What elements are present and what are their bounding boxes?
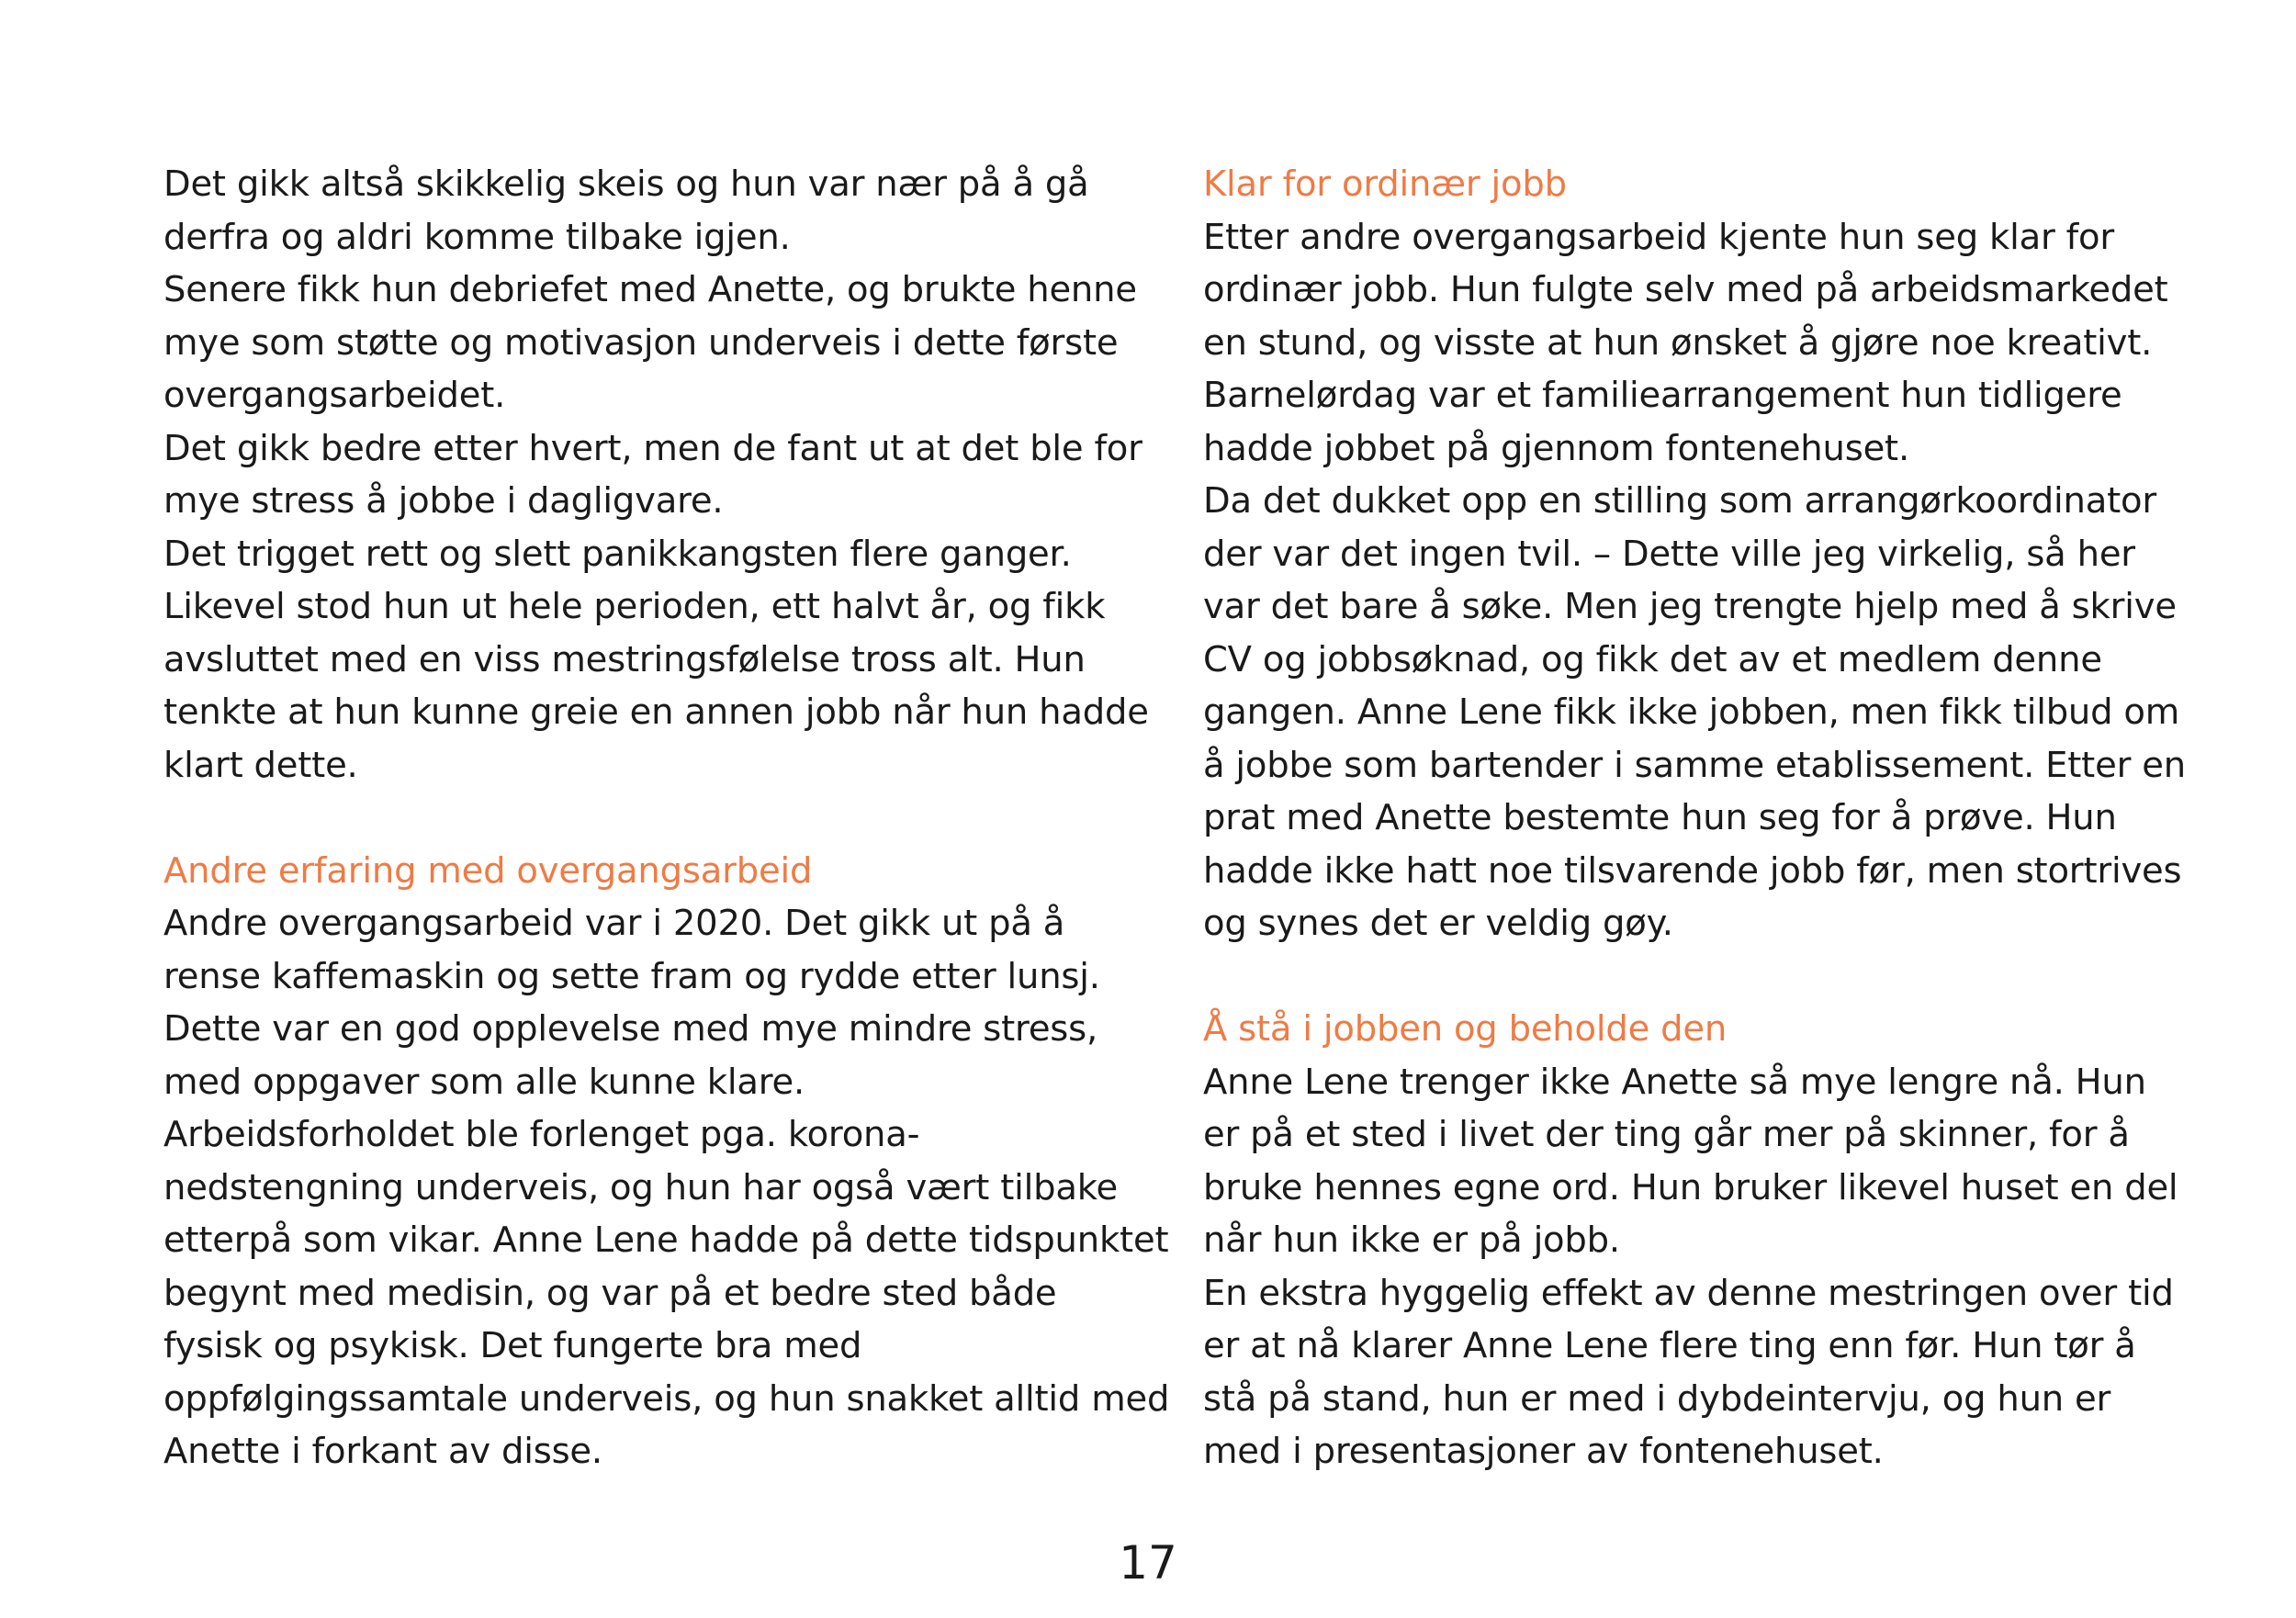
text-line: Anette i forkant av disse. [163, 1431, 602, 1472]
text-line: Da det dukket opp en stilling som arrangørkoordinator [1203, 480, 2156, 522]
text-line: mye stress å jobbe i dagligvare. [163, 480, 724, 522]
text-line: med oppgaver som alle kunne klare. [163, 1061, 805, 1103]
text-line: begynt med medisin, og var på et bedre sted både [163, 1272, 1057, 1314]
right-column [1203, 158, 2186, 1478]
text-line: Det gikk altså skikkelig skeis og hun var nær på å gå [163, 163, 1089, 205]
text-line: overgangsarbeidet. [163, 375, 506, 416]
text-line: prat med Anette bestemte hun seg for å prøve. Hun [1203, 797, 2117, 838]
text-line: nedstengning underveis, og hun har også vært tilbake [163, 1166, 1118, 1208]
text-line: Arbeidsforholdet ble forlenget pga. korona- [163, 1114, 920, 1155]
text-line: CV og jobbsøknad, og fikk det av et medlem denne [1203, 638, 2102, 680]
text-line: Andre overgangsarbeid var i 2020. Det gikk ut på å [163, 903, 1065, 944]
text-line: Likevel stod hun ut hele perioden, ett halvt år, og fikk [163, 586, 1106, 627]
text-line: Barnelørdag var et familiearrangement hun tidligere [1203, 375, 2122, 416]
section-heading: Å stå i jobben og beholde den [1203, 1008, 1728, 1050]
paragraph-gap [1203, 950, 2177, 1004]
section-heading: Andre erfaring med overgangsarbeid [163, 849, 813, 892]
text-line: bruke hennes egne ord. Hun bruker likevel huset en del [1203, 1166, 2178, 1208]
section-heading: Klar for ordinær jobb [1203, 163, 1567, 205]
text-line: er at nå klarer Anne Lene flere ting enn før. Hun tør å [1203, 1325, 2136, 1366]
left-column [163, 158, 1170, 1478]
paragraph-gap [163, 792, 1137, 845]
text-line: tenkte at hun kunne greie en annen jobb når hun hadde [163, 691, 1149, 733]
text-line: oppfølgingssamtale underveis, og hun snakket alltid med [163, 1377, 1170, 1420]
text-line: Det trigget rett og slett panikkangsten flere ganger. [163, 533, 1072, 575]
section-paragraph [1203, 211, 2186, 950]
text-line: stå på stand, hun er med i dybdeintervju, og hun er [1203, 1377, 2111, 1420]
text-line: hadde jobbet på gjennom fontenehuset. [1203, 427, 1909, 469]
page-number: 17 [1119, 1536, 1177, 1590]
text-line: klart dette. [163, 744, 358, 786]
text-line: mye som støtte og motivasjon underveis i dette første [163, 321, 1119, 364]
text-line: Det gikk bedre etter hvert, men de fant ut at det ble for [163, 427, 1142, 469]
text-line: fysisk og psykisk. Det fungerte bra med [163, 1325, 862, 1366]
text-line: der var det ingen tvil. – Dette ville jeg virkelig, så her [1203, 533, 2135, 575]
text-line: hadde ikke hatt noe tilsvarende jobb før, men stortrives [1203, 849, 2182, 892]
text-line: ordinær jobb. Hun fulgte selv med på arbeidsmarkedet [1203, 269, 2168, 310]
text-line: Etter andre overgangsarbeid kjente hun seg klar for [1203, 216, 2114, 258]
text-line: med i presentasjoner av fontenehuset. [1203, 1431, 1884, 1472]
text-line: er på et sted i livet der ting går mer på skinner, for å [1203, 1114, 2130, 1155]
text-line: og synes det er veldig gøy. [1203, 903, 1673, 944]
text-line: en stund, og visste at hun ønsket å gjøre noe kreativt. [1203, 321, 2153, 364]
section-paragraph [163, 897, 1170, 1478]
text-line: rense kaffemaskin og sette fram og rydde etter lunsj. [163, 955, 1100, 997]
text-line: avsluttet med en viss mestringsfølelse tross alt. Hun [163, 638, 1086, 680]
text-line: Dette var en god opplevelse med mye mindre stress, [163, 1008, 1098, 1050]
text-line: å jobbe som bartender i samme etablissement. Etter en [1203, 744, 2186, 786]
text-line: var det bare å søke. Men jeg trengte hjelp med å skrive [1203, 586, 2177, 627]
text-line: gangen. Anne Lene fikk ikke jobben, men fikk tilbud om [1203, 691, 2180, 733]
text-line: når hun ikke er på jobb. [1203, 1219, 1620, 1261]
text-line: Anne Lene trenger ikke Anette så mye lengre nå. Hun [1203, 1061, 2146, 1103]
text-line: etterpå som vikar. Anne Lene hadde på dette tidspunktet [163, 1219, 1169, 1261]
text-line: Senere fikk hun debriefet med Anette, og brukte henne [163, 269, 1137, 310]
section-paragraph [1203, 1056, 2177, 1478]
text-line: derfra og aldri komme tilbake igjen. [163, 216, 791, 258]
intro-paragraph [163, 158, 1149, 792]
text-line: En ekstra hyggelig effekt av denne mestringen over tid [1203, 1272, 2174, 1314]
